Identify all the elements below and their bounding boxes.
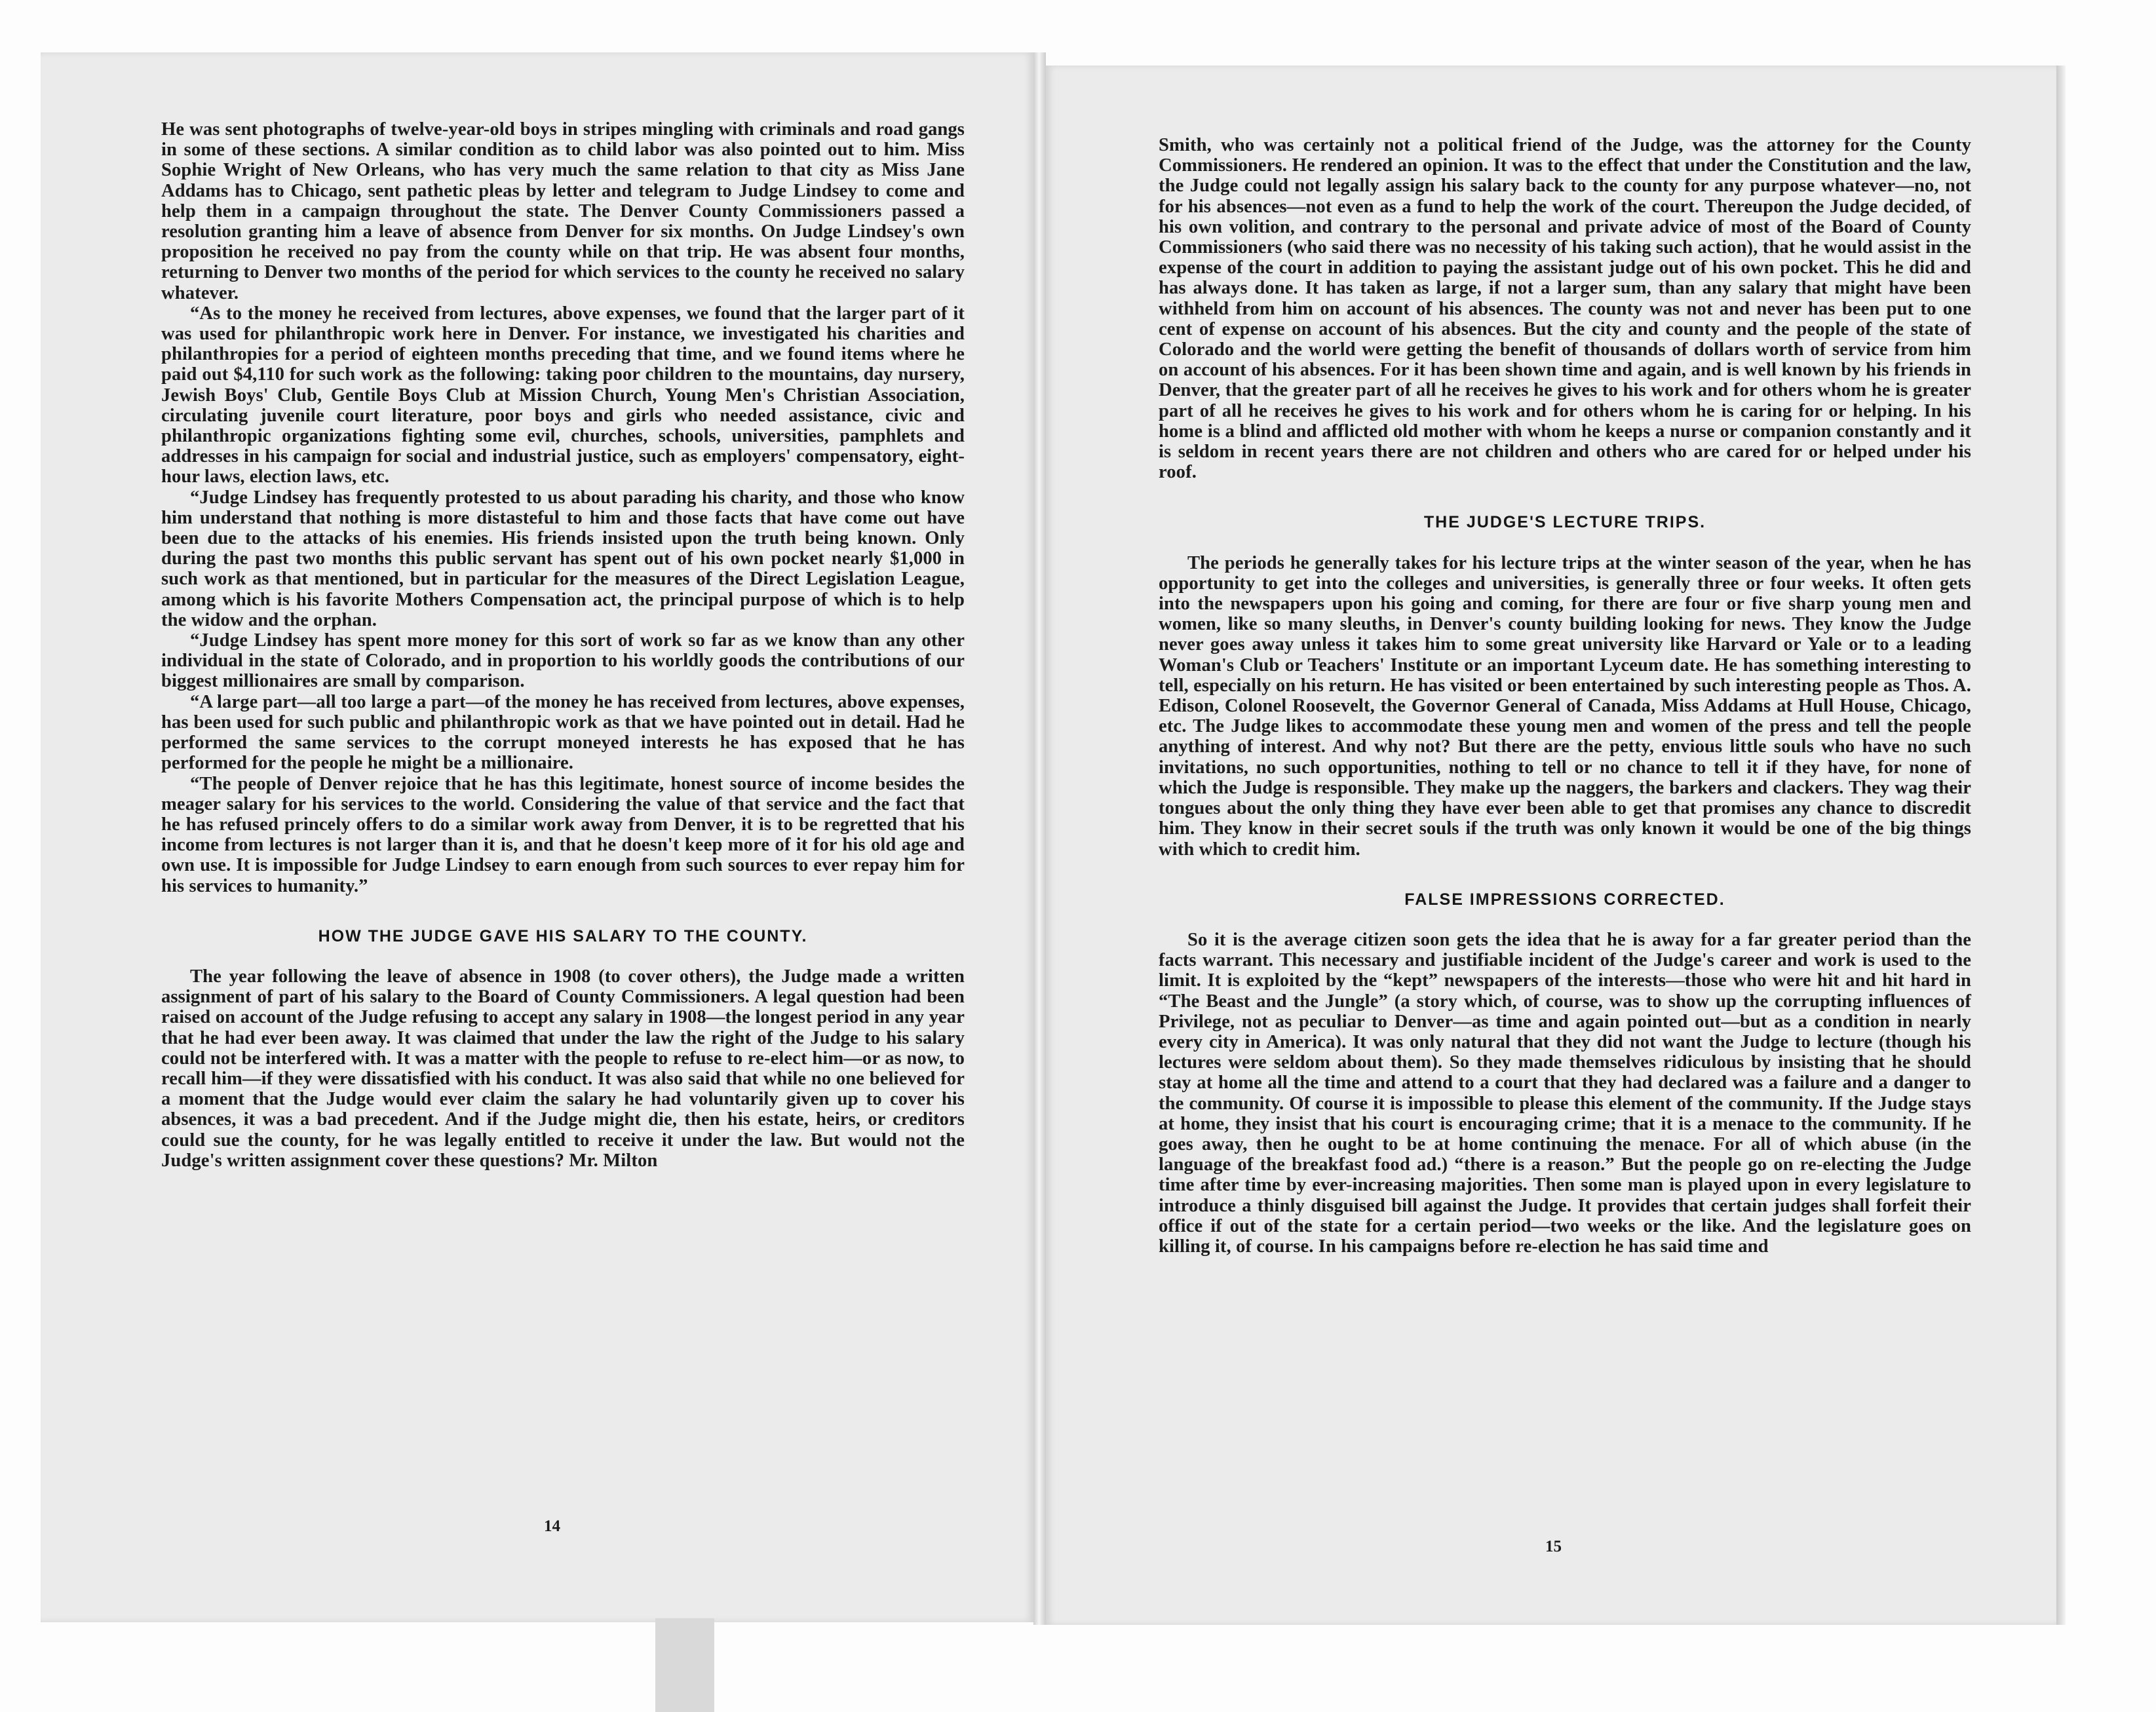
spine-strip [655, 1618, 714, 1712]
section-heading: THE JUDGE'S LECTURE TRIPS. [1423, 513, 1706, 532]
paragraph: The year following the leave of absence in 1908 (to cover others), the Judge made a written assignment of part of his salary to the Board of County Commissioners. A legal question had been raised on account of the Judge refusing to accept any salary in 1908—the longest period in any year that he had ever been away. It was claimed that under the law the right of the Judge to his salary could not be interfered with. It was a matter with the people to refuse to re-elect him—or as now, to recall him—if they were dissatisfied with his conduct. It was also said that while no one believed for a moment that the Judge would ever claim the salary he had voluntarily given up to cover his absences, it was a bad precedent. And if the Judge might die, then his estate, heirs, or creditors could sue the county, for he was legally entitled to receive it under the law. But would not the Judge's written assignment cover these questions? Mr. Milton [161, 966, 965, 1171]
paragraph: “A large part—all too large a part—of the money he has received from lectures, above expenses, has been used for such public and philanthropic work as that we have pointed out in detail. Had he performed the same services to the corrupt moneyed interests he has exposed that he has performed for the people he might be a millionaire. [161, 691, 965, 774]
paragraph: Smith, who was certainly not a political friend of the Judge, was the attorney for the County Commissioners. He rendered an opinion. It was to the effect that under the Constitution and the law, the Judge could not legally assign his salary back to the county for any purpose whatever—no, not for his absences—not even as a fund to help the work of the court. Thereupon the Judge decided, of his own volition, and contrary to the personal and private advice of most of the Board of County Commissioners (who said there was no necessity of his taking such action), that he would assist in the expense of the court in addition to paying the assistant judge out of his own pocket. This he did and has always done. It has taken as large, if not a larger sum, than any salary that might have been withheld from him on account of his absences. The county was not and never has been put to one cent of expense on account of his absences. But the city and county and the people of the state of Colorado and the world were getting the benefit of thousands of dollars worth of service from him on account of his absences. For it has been shown time and again, and is well known by his friends in Denver, that the greater part of all he receives he gives to his work and for others whom he is greater part of all he receives he gives to his work and for others whom he is caring for or helping. In his home is a blind and afflicted old mother with whom he keeps a nurse or companion constantly and it is seldom in recent years there are not children and others who are cared for or helped under his roof. [1159, 135, 1971, 483]
paragraph: “The people of Denver rejoice that he has this legitimate, honest source of income besides the meager salary for his services to the world. Considering the value of that service and the fact that he has refused princely offers to do a similar work away from Denver, it is to be regretted that his income from lectures is not larger than it is, and that he doesn't keep more of it for his old age and own use. It is impossible for Judge Lindsey to earn enough from such sources to ever repay him for his services to humanity.” [161, 773, 965, 896]
right-page-text [1159, 135, 1971, 1257]
section-heading: FALSE IMPRESSIONS CORRECTED. [1404, 890, 1725, 909]
paragraph: The periods he generally takes for his lecture trips at the winter season of the year, when he has opportunity to get into the colleges and universities, is generally three or four weeks. It often gets into the newspapers upon his going and coming, for there are four or five sharp young men and women, like so many sleuths, in Denver's county building looking for news. They know the Judge never goes away unless it takes him to some great university like Harvard or Yale or to a leading Woman's Club or Teachers' Institute or an important Lyceum date. He has something interesting to tell, especially on his return. He has visited or been entertained by such interesting people as Thos. A. Edison, Colonel Roosevelt, the Governor General of Canada, Miss Addams at Hull House, Chicago, etc. The Judge likes to accommodate these young men and women of the press and tell the people anything of interest. And why not? But there are the petty, envious little souls who have no such invitations, no such opportunities, nothing to tell or no chance to tell it if they have, for none of which the Judge is responsible. They make up the naggers, the barkers and clackers. They wag their tongues about the only thing they have ever been able to get that promises any chance to discredit him. They know in their secret souls if the truth was only known it would be one of the big things with which to credit him. [1159, 552, 1971, 860]
paragraph: So it is the average citizen soon gets the idea that he is away for a far greater period than the facts warrant. This necessary and justifiable incident of the Judge's career and work is used to the limit. It is exploited by the “kept” newspapers of the interests—those who were hit and hit hard in “The Beast and the Jungle” (a story which, of course, was to show up the corrupting influences of Privilege, not as peculiar to Denver—as time and again pointed out—but as a condition in nearly every city in America). It was only natural that they did not want the Judge to lecture (though his lectures were seldom about them). So they made themselves ridiculous by insisting that he should stay at home all the time and attend to a court that they had declared was a failure and a danger to the community. Of course it is impossible to please this element of the community. If the Judge stays at home, they insist that his court is encouraging crime; that it is a menace to the community. If he goes away, then he ought to be at home continuing the menace. For all of which abuse (in the language of the breakfast food ad.) “there is a reason.” But the people go on re-electing the Judge time after time by ever-increasing majorities. Then some man is played upon in every legislature to introduce a thinly disguised bill against the Judge. It provides that certain judges shall forfeit their office if out of the state for a certain period—two weeks or the like. And the legislature goes on killing it, of course. In his campaigns before re-election he has said time and [1159, 929, 1971, 1257]
paragraph: “Judge Lindsey has spent more money for this sort of work so far as we know than any other individual in the state of Colorado, and in proportion to his worldly goods the contributions of our biggest millionaires are small by comparison. [161, 630, 965, 692]
left-page-text [161, 119, 965, 1171]
section-heading: HOW THE JUDGE GAVE HIS SALARY TO THE COUNTY. [318, 926, 808, 945]
page-edge-shadow [2056, 66, 2066, 1625]
book-gutter [1033, 52, 1046, 1625]
page-number: 15 [1545, 1538, 1562, 1555]
page-number: 14 [544, 1517, 560, 1535]
paragraph: He was sent photographs of twelve-year-old boys in stripes mingling with criminals and road gangs in some of these sections. A similar condition as to child labor was also pointed out to him. Miss Sophie Wright of New Orleans, who has very much the same relation to that city as Miss Jane Addams has to Chicago, sent pathetic pleas by letter and telegram to Judge Lindsey to come and help them in a campaign throughout the state. The Denver County Commissioners passed a resolution granting him a leave of absence from Denver for six months. On Judge Lindsey's own proposition he received no pay from the county while on that trip. He was absent four months, returning to Denver two months of the period for which services to the county he received no salary whatever. [161, 119, 965, 303]
paragraph: “As to the money he received from lectures, above expenses, we found that the larger part of it was used for philanthropic work here in Denver. For instance, we investigated his charities and philanthropies for a period of eighteen months preceding that time, and we found items where he paid out $4,110 for such work as the following: taking poor children to the mountains, day nursery, Jewish Boys' Club, Gentile Boys Club at Mission Church, Young Men's Christian Association, circulating juvenile court literature, poor boys and girls who needed assistance, civic and philanthropic organizations fighting some evil, churches, schools, universities, pamphlets and addresses in his campaign for social and industrial justice, such as employers' compensatory, eight-hour laws, election laws, etc. [161, 303, 965, 487]
paragraph: “Judge Lindsey has frequently protested to us about parading his charity, and those who know him understand that nothing is more distasteful to him and those facts that have come out have been due to the attacks of his enemies. His friends insisted upon the truth being known. Only during the past two months this public servant has spent out of his own pocket nearly $1,000 in such work as that mentioned, but in particular for the measures of the Direct Legislation League, among which is his favorite Mothers Compensation act, the principal purpose of which is to help the widow and the orphan. [161, 487, 965, 630]
